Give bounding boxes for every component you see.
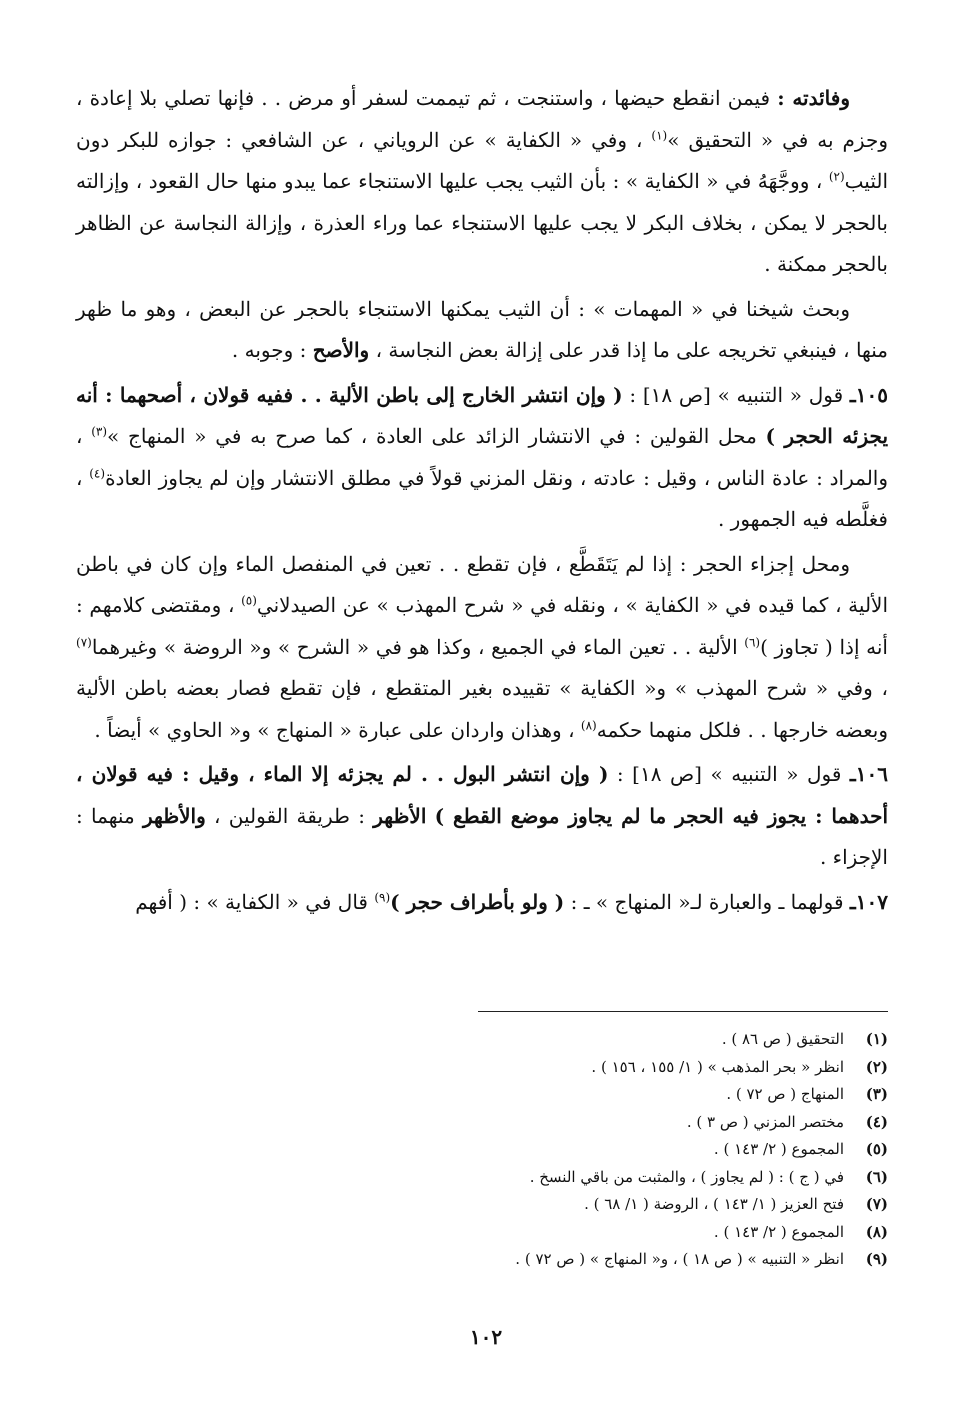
footnote-ref: (٨)	[580, 717, 597, 732]
bold-term: والأصح	[312, 338, 370, 362]
page-number: ١٠٢	[469, 1325, 503, 1349]
footnote-ref: (٣)	[91, 424, 108, 439]
bold-term: والأظهر	[142, 803, 206, 828]
footnote-text: المنهاج ( ص ٧٢ ) .	[726, 1085, 844, 1103]
text-run: وبحث شيخنا في « المهمات » : أن الثيب يمكنها الاستنجاء بالحجر عن البعض ، وهو ما ظهر منها ، فينبغي تخريجه على ما إذا قدر على إزالة بعض النجاسة ،	[76, 296, 888, 362]
text-run: الألية . . تعين الماء في الجميع ، وكذا هو في « الشرح » و« الروضة » وغيرهما	[91, 634, 745, 659]
footnote-text: انظر « التنبيه » ( ص ١٨ ) ، و« المنهاج » ( ص ٧٢ ) .	[515, 1250, 844, 1268]
text-run: ، وهذان واردان على عبارة « المنهاج » و« الحاوي » أيضاً .	[94, 717, 581, 742]
main-text	[76, 78, 888, 923]
footnote	[288, 1054, 888, 1082]
quoted-text: ( وإن انتشر البول . . لم يجزئه إلا الماء ، وقيل : فيه قولان ، أحدهما : يجوز فيه الحجر ما لم يجاوز موضع القطع )	[76, 762, 889, 828]
footnote-divider	[478, 1011, 888, 1012]
text-run	[426, 804, 434, 828]
footnote-number: (٣)	[865, 1085, 888, 1103]
paragraph-4	[76, 544, 888, 752]
footnote-ref: (٧)	[76, 634, 92, 649]
footnote-ref: (٤)	[89, 465, 106, 480]
text-run: ، ومقتضى كلامهم : أنه إذا ( تجاوز )	[76, 593, 888, 659]
footnote	[288, 1136, 888, 1164]
footnote-text: المجموع ( ٢/ ١٤٣ ) .	[713, 1140, 844, 1158]
footnote	[288, 1191, 888, 1219]
footnote-ref: (١)	[651, 127, 668, 142]
lead-word: وفائدته :	[777, 86, 850, 110]
bold-term: الأظهر	[373, 803, 427, 828]
footnote-text: في ( ج ) : ( لم يجاوز ) ، والمثبت من باقي النسخ .	[529, 1167, 844, 1186]
text-run: فيمن انقطع حيضها ، واستنجت ، ثم تيممت لسفر أو مرض . . فإنها تصلي بلا إعادة ، وجزم به في « التحقيق »	[76, 86, 888, 152]
issue-number: ١٠٦ـ	[849, 762, 888, 786]
footnote-ref: (٥)	[241, 593, 257, 608]
text-run: ، وفي « شرح المهذب » و« الكفاية » تقييده بغير المتقطع ، فإن تقطع فصار بعضه باطن الألية وبعضه خارجها . . فلكل منهما حكمه	[76, 676, 888, 742]
footnote-number: (٨)	[865, 1222, 888, 1241]
footnote-number: (٧)	[865, 1195, 888, 1213]
footnote-text: مختصر المزني ( ص ٣ ) .	[686, 1112, 844, 1131]
footnote-ref: (٢)	[828, 169, 845, 184]
footnote-number: (٦)	[865, 1167, 888, 1186]
footnote	[288, 1164, 888, 1192]
paragraph-1	[76, 78, 888, 286]
footnote-number: (٩)	[865, 1250, 888, 1268]
text-run: : طريقة القولين ،	[205, 803, 374, 828]
footnote-number: (١)	[865, 1030, 888, 1048]
footnote	[288, 1026, 888, 1054]
paragraph-2	[76, 289, 888, 372]
text-run: قول « التنبيه » [ص ١٨] :	[622, 382, 850, 407]
footnote-number: (٤)	[865, 1112, 888, 1131]
paragraph-6	[76, 882, 888, 924]
text-run: ، فغلَّطه فيه الجمهور .	[76, 465, 888, 531]
footnote-text: التحقيق ( ص ٨٦ ) .	[721, 1030, 844, 1048]
issue-number: ١٠٥ـ	[849, 382, 888, 407]
footnote-ref: (٩)	[374, 889, 391, 904]
footnote-text: انظر « بحر المذهب » ( ١/ ١٥٥ ، ١٥٦ ) .	[591, 1057, 844, 1076]
quoted-text: ( وإن انتشر الخارج إلى باطن الألية . . ففيه قولان ، أصحهما : أنه يجزئه الحجر )	[76, 382, 889, 448]
text-run: منهما : الإجزاء .	[76, 803, 888, 869]
issue-number: ١٠٧ـ	[849, 889, 888, 914]
text-run: ومحل إجزاء الحجر : إذا لم يَتَقَطَّع ، فإن تقطع . . تعين في المنفصل الماء وإن كان في باطن الألية ، كما قيده في « الكفاية » ، ونقله في « شرح المهذب » عن الصيدلاني	[76, 551, 889, 617]
footnote-text: فتح العزيز ( ١/ ١٤٣ ) ، الروضة ( ١/ ٦٨ ) .	[584, 1195, 844, 1213]
text-run: قول « التنبيه » [ص ١٨] :	[608, 762, 850, 786]
paragraph-5	[76, 754, 888, 879]
footnote-number: (٢)	[865, 1057, 888, 1076]
text-run: ، ووجَّهَهُ في « الكفاية » : بأن الثيب يجب عليها الاستنجاء عما يبدو منها حال القعود ، وإزالته بالحجر لا يمكن ، بخلاف البكر لا يجب عليها الاستنجاء عما وراء العذرة ، وإزالة النجاسة عن الظاهر بالحجر ممكنة .	[76, 169, 888, 276]
text-run: قولهما ـ والعبارة لـ« المنهاج » ـ :	[564, 889, 850, 914]
footnote-ref: (٦)	[744, 634, 761, 649]
footnote	[288, 1109, 888, 1137]
footnote	[288, 1246, 888, 1274]
text-run: محل القولين : في الانتشار الزائد على العادة ، كما صرح به في « المنهاج »	[107, 424, 766, 448]
text-run: قال في « الكفاية » : ( أفهم	[135, 889, 375, 914]
text-run: ، والمراد : عادة الناس ، وقيل : عادته ، ونقل المزني قولاً في مطلق الانتشار وإن لم يجاوز العادة	[76, 424, 889, 490]
footnotes-list	[288, 1026, 888, 1274]
footnote-number: (٥)	[865, 1140, 888, 1158]
footnote-text: المجموع ( ٢/ ١٤٣ ) .	[713, 1222, 844, 1241]
paragraph-3	[76, 375, 888, 541]
footnote	[288, 1081, 888, 1109]
footnote	[288, 1219, 888, 1247]
text-run: ، وفي « الكفاية » عن الروياني ، عن الشافعي : جوازه للبكر دون الثيب	[76, 127, 888, 193]
quoted-text: ( ولو بأطراف حجر )	[390, 889, 565, 914]
text-run: : وجوبه .	[231, 338, 313, 362]
